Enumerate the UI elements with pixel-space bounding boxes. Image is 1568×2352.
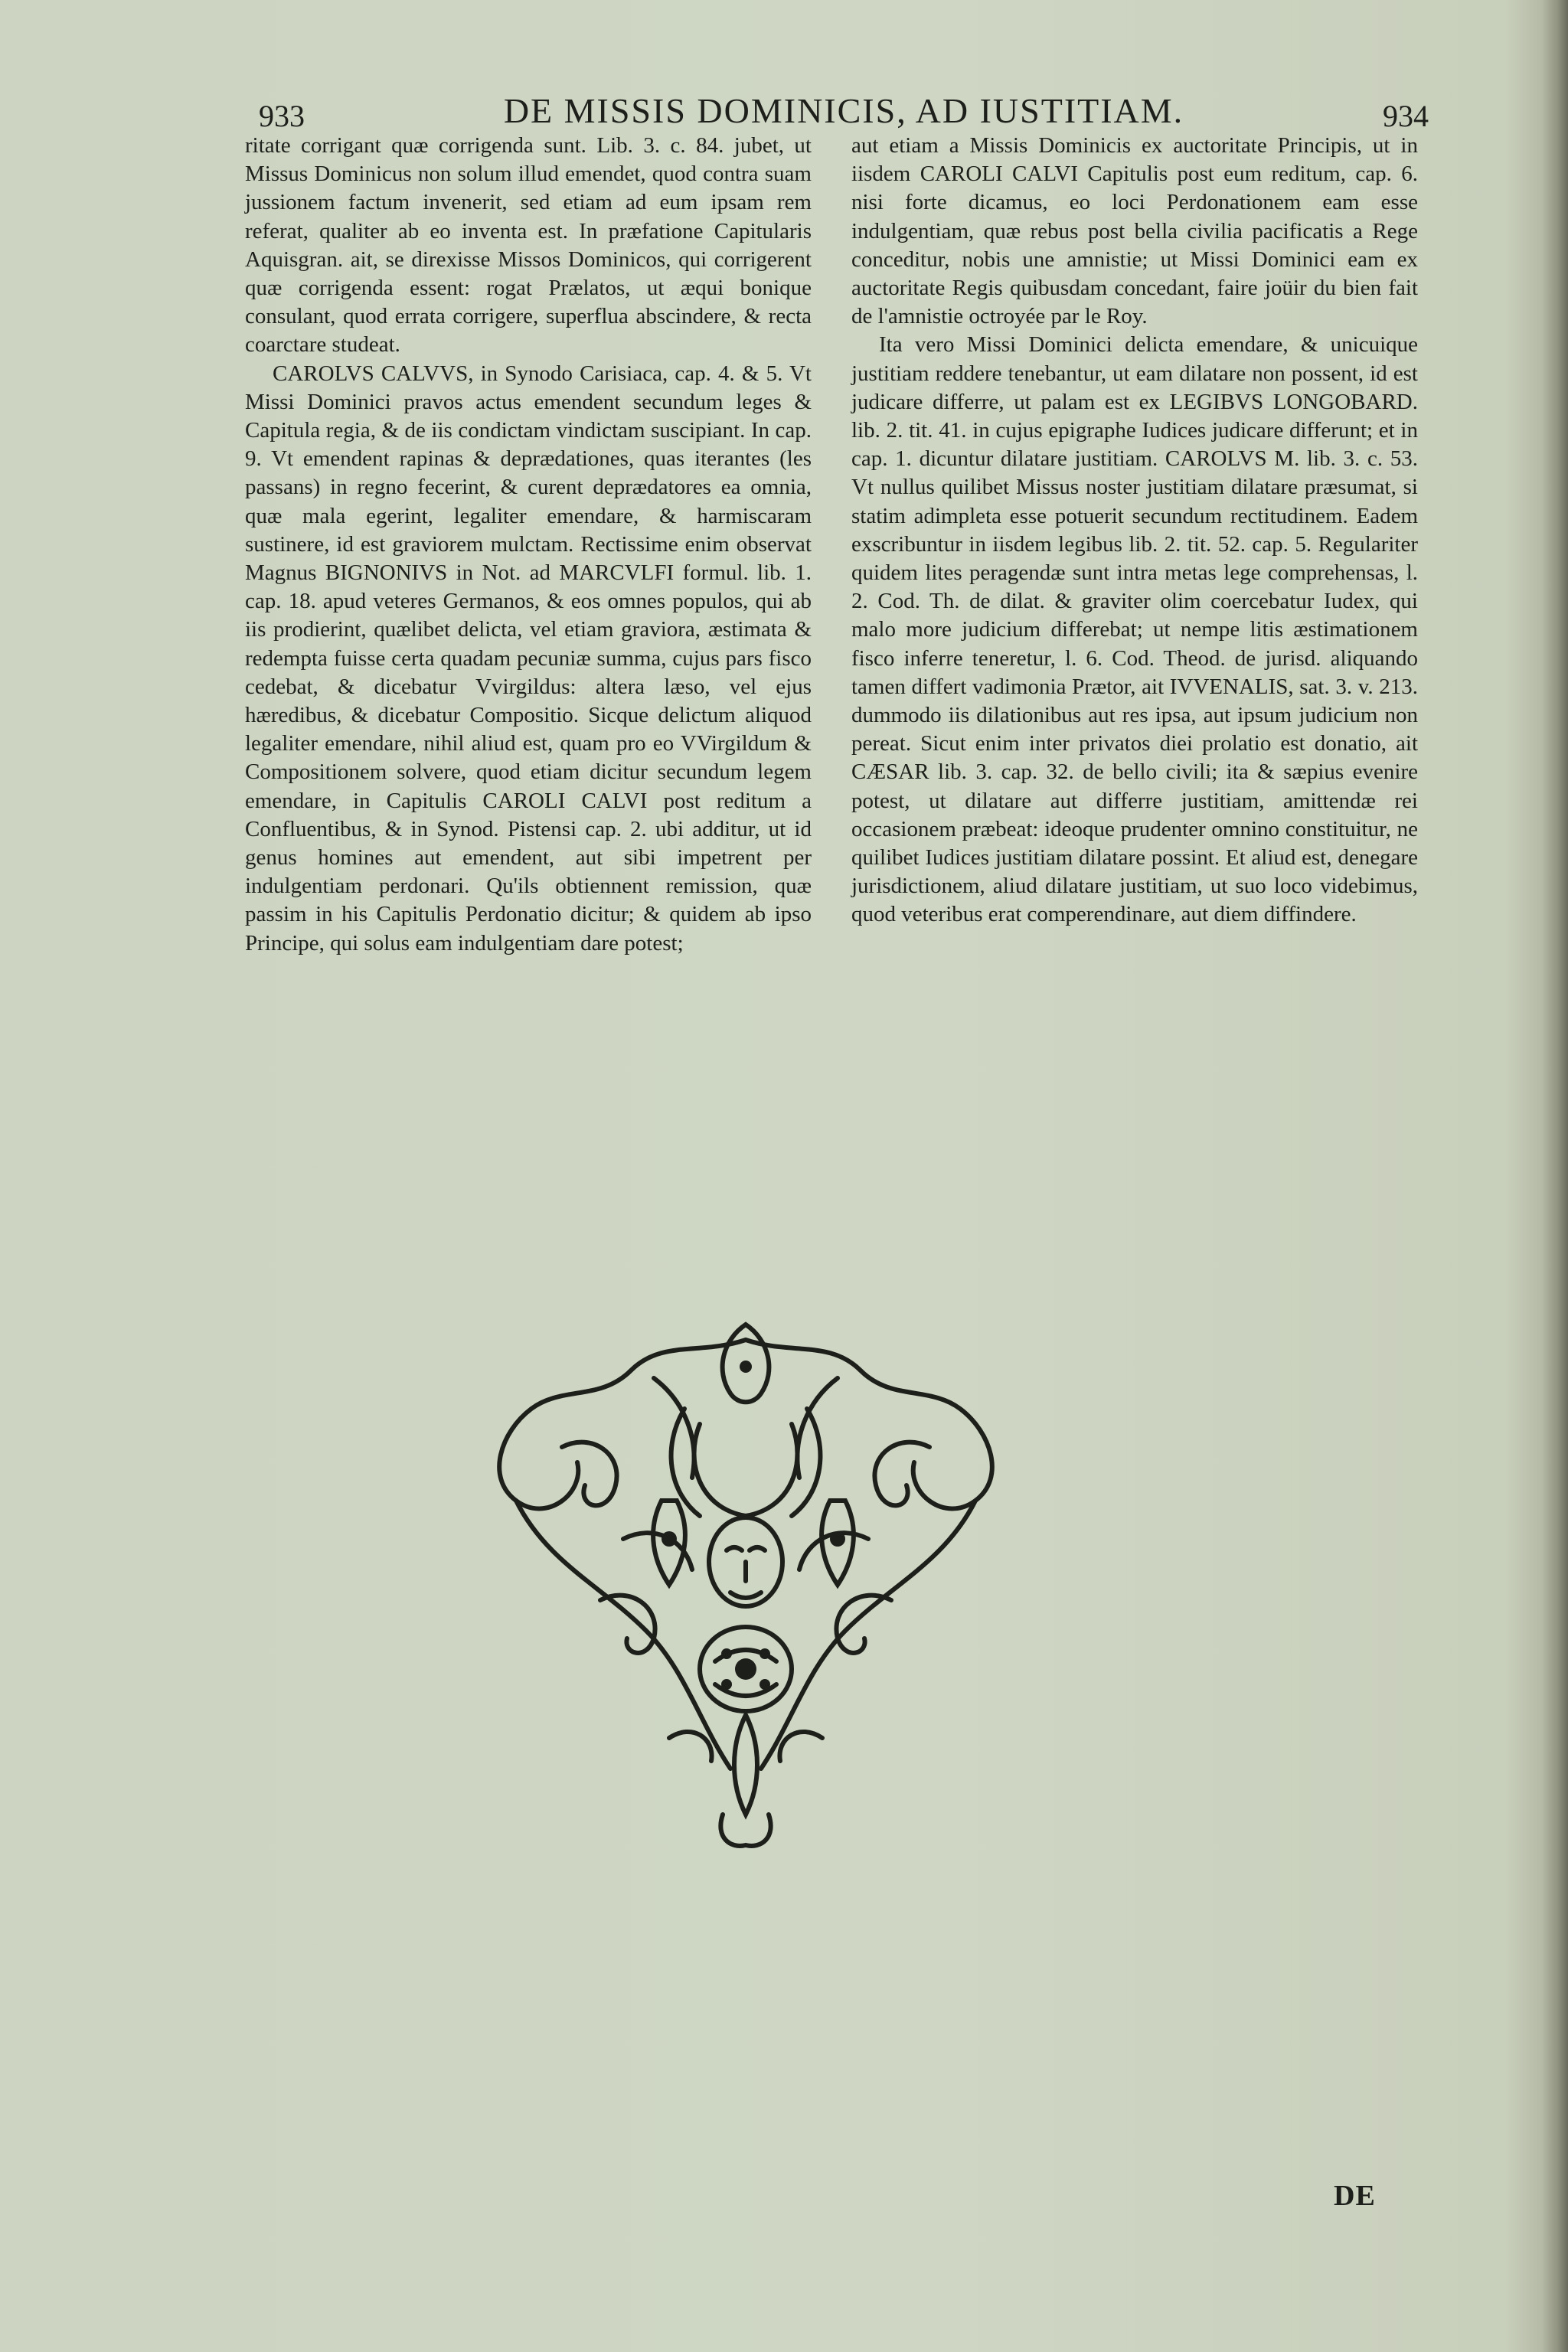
left-paragraph-1: ritate corrigant quæ corrigenda sunt. Lib. 3. c. 84. jubet, ut Missus Dominicus non solum illud emendet, quod contra suam jussionem factum invenerit, sed etiam ad eum ipsam rem referat, qualiter ab eo inventa est. In præfatione Capitularis Aquisgran. ait, se direxisse Missos Dominicos, qui corrigerent quæ corrigenda essent: rogat Prælatos, ut æqui bonique consulant, quod errata corrigere, superflua abscindere, & recta coarctare studeat. bbox=[245, 133, 812, 358]
left-paragraph-2: CAROLVS CALVVS, in Synodo Carisiaca, cap. 4. & 5. Vt Missi Dominici pravos actus emendent secundum leges & Capitula regia, & de iis condictam vindictam suscipiant. In cap. 9. Vt emendent rapinas & deprædationes, quas iterantes (les passans) in regno fecerint, & curent deprædatores ea omnia, quæ mala egerint, legaliter emendare, & harmiscaram sustinere, id est graviorem mulctam. Rectissime enim observat Magnus BIGNONIVS in Not. ad MARCVLFI formul. lib. 1. cap. 18. apud veteres Germanos, & eos omnes populos, qui ab iis prodierint, quælibet delicta, vel etiam graviora, æstimata & redempta fuisse certa quadam pecuniæ summa, cujus pars fisco cedebat, & dicebatur Vvirgildus: altera læso, vel ejus hæredibus, & dicebatur Compositio. Sicque delictum aliquod legaliter emendare, nihil aliud est, quam pro eo VVirgildum & Compositionem solvere, quod etiam dicitur secundum legem emendare, in Capitulis CAROLI CALVI post reditum a Confluentibus, & in Synod. Pistensi cap. 2. ubi additur, ut id genus homines aut emendent, aut sibi impetrent per indulgentiam perdonari. Qu'ils obtiennent remission, quæ passim in his Capitulis Perdonatio dicitur; & quidem ab ipso Principe, qui solus eam indulgentiam dare potest; bbox=[245, 361, 812, 956]
right-paragraph-1: aut etiam a Missis Dominicis ex auctoritate Principis, ut in iisdem CAROLI CALVI Capitulis post eum reditum, cap. 6. nisi forte dicamus, eo loci Perdonationem eam esse indulgentiam, quæ rebus post bella civilia pacificatis a Rege conceditur, nobis une amnistie; ut Missi Dominici eam ex auctoritate Regis quibusdam concedant, faire joüir du bien fait de l'amnistie octroyée par le Roy. bbox=[851, 133, 1418, 329]
running-title: DE MISSIS DOMINICIS, AD IUSTITIAM. bbox=[503, 91, 1184, 130]
tailpiece-ornament bbox=[470, 1309, 1021, 1853]
right-paragraph-2: Ita vero Missi Dominici delicta emendare, & unicuique justitiam reddere tenebantur, ut eam dilatare non possent, id est judicare differre, ut palam est ex LEGIBVS LONGOBARD. lib. 2. tit. 41. in cujus epigraphe Iudices judicare differunt; et in cap. 1. dicuntur dilatare justitiam. CAROLVS M. lib. 3. c. 53. Vt nullus quilibet Missus noster justitiam dilatare præsumat, si statim adimpleta esse potuerit secundum rectitudinem. Eadem exscribuntur in iisdem legibus lib. 2. tit. 52. cap. 5. Regulariter quidem lites peragendæ sunt intra metas lege comprehensas, l. 2. Cod. Th. de dilat. & graviter olim coercebatur Iudex, qui malo more judicium differebat; ut nempe litis æstimationem fisco inferre teneretur, l. 6. Cod. Theod. de jurisd. aliquando tamen differt vadimonia Prætor, ait IVVENALIS, sat. 3. v. 213. dummodo iis dilationibus aut res ipsa, aut ipsum judicium non pereat. Sicut enim inter privatos diei prolatio est donatio, ait CÆSAR lib. 3. cap. 32. de bello civili; ita & sæpius evenire potest, ut dilatare aut differre justitiam, amittendæ rei occasionem præbeat: ideoque prudenter omnino constituitur, ne quilibet Iudices justitiam dilatare possint. Et aliud est, denegare jurisdictionem, aliud dilatare justitiam, ut suo loco videbimus, quod veteribus erat comperendinare, aut diem diffindere. bbox=[851, 332, 1418, 927]
page-gutter-shadow bbox=[1542, 0, 1568, 2352]
page-header bbox=[259, 90, 1429, 136]
page-number-left: 933 bbox=[259, 99, 305, 133]
left-column bbox=[245, 132, 812, 958]
right-column bbox=[851, 132, 1418, 929]
catchword: DE bbox=[1334, 2180, 1376, 2212]
page-number-right: 934 bbox=[1383, 99, 1429, 133]
